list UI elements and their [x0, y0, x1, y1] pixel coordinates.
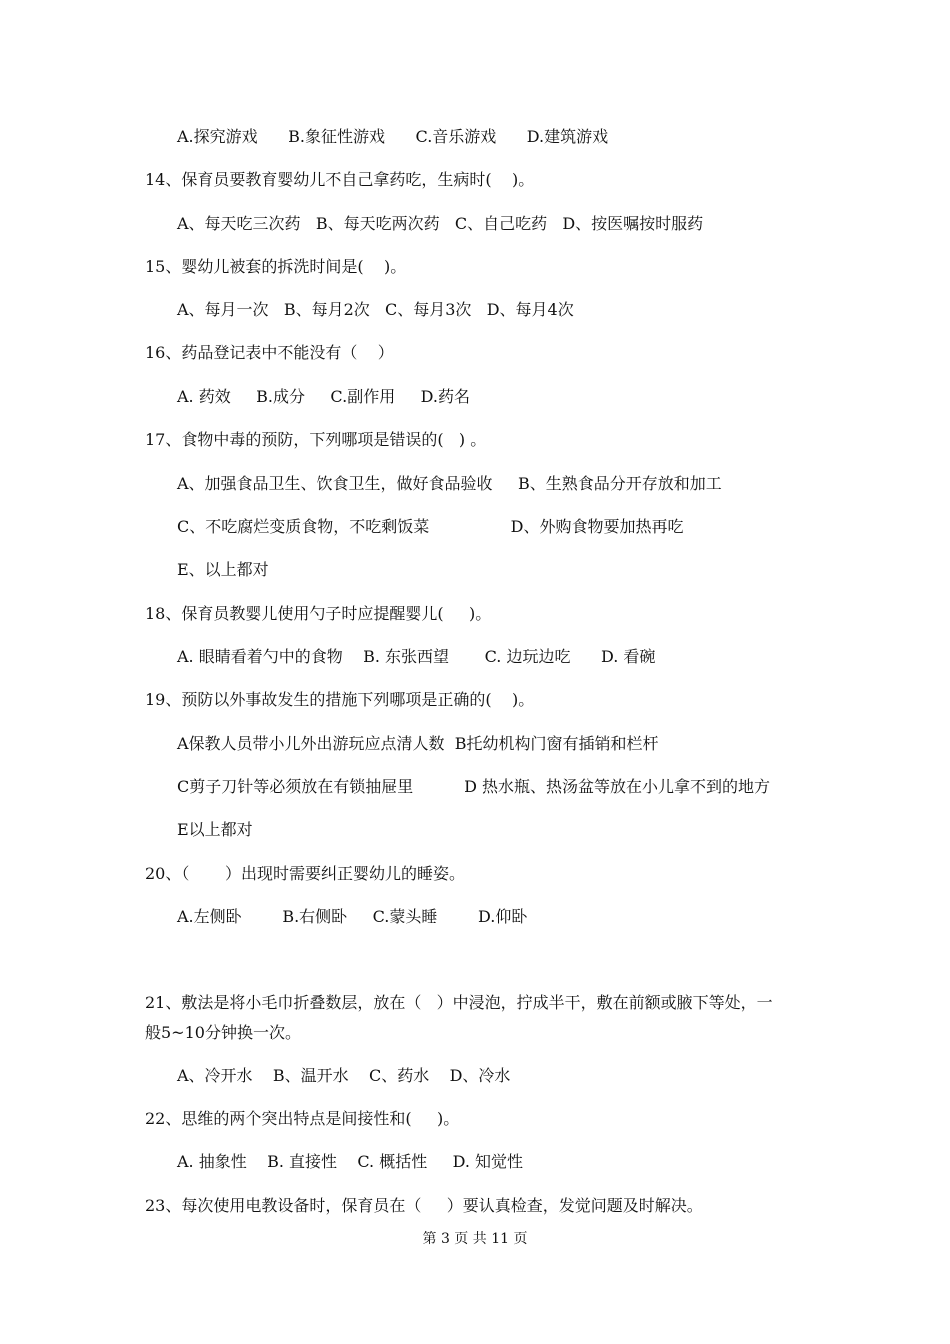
- question-21-options: A、冷开水 B、温开水 C、药水 D、冷水: [177, 1066, 511, 1085]
- question-19-options-ab: A保教人员带小儿外出游玩应点清人数 B托幼机构门窗有插销和栏杆: [177, 734, 659, 753]
- question-18-stem: 18、保育员教婴儿使用勺子时应提醒婴儿( )。: [145, 604, 492, 623]
- question-20-options: A.左侧卧 B.右侧卧 C.蒙头睡 D.仰卧: [177, 907, 528, 926]
- question-21-stem-line2: 般5~10分钟换一次。: [145, 1023, 301, 1042]
- question-15-options: A、每月一次 B、每月2次 C、每月3次 D、每月4次: [177, 300, 574, 319]
- question-16-stem: 16、药品登记表中不能没有（ ）: [145, 343, 394, 362]
- question-17-options-ab: A、加强食品卫生、饮食卫生，做好食品验收 B、生熟食品分开存放和加工: [177, 474, 722, 493]
- question-23-stem: 23、每次使用电教设备时，保育员在（ ）要认真检查，发觉问题及时解决。: [145, 1196, 703, 1215]
- question-17-options-cd: C、不吃腐烂变质食物，不吃剩饭菜 D、外购食物要加热再吃: [177, 517, 684, 536]
- question-21-stem-line1: 21、敷法是将小毛巾折叠数层，放在（ ）中浸泡，拧成半干，敷在前额或腋下等处，一: [145, 993, 773, 1012]
- question-13-options: A.探究游戏 B.象征性游戏 C.音乐游戏 D.建筑游戏: [177, 127, 609, 146]
- question-22-stem: 22、思维的两个突出特点是间接性和( )。: [145, 1109, 460, 1128]
- question-16-options: A. 药效 B.成分 C.副作用 D.药名: [177, 387, 470, 406]
- question-17-stem: 17、食物中毒的预防，下列哪项是错误的( ) 。: [145, 430, 487, 449]
- question-14-options: A、每天吃三次药 B、每天吃两次药 C、自己吃药 D、按医嘱按时服药: [177, 214, 704, 233]
- question-19-option-e: E以上都对: [177, 820, 253, 839]
- question-15-stem: 15、婴幼儿被套的拆洗时间是( )。: [145, 257, 407, 276]
- question-17-option-e: E、以上都对: [177, 560, 269, 579]
- question-14-stem: 14、保育员要教育婴幼儿不自己拿药吃，生病时( )。: [145, 170, 535, 189]
- question-18-options: A. 眼睛看着勺中的食物 B. 东张西望 C. 边玩边吃 D. 看碗: [177, 647, 656, 666]
- question-20-stem: 20、（ ）出现时需要纠正婴幼儿的睡姿。: [145, 864, 465, 883]
- page-footer: 第 3 页 共 11 页: [422, 1231, 528, 1247]
- question-22-options: A. 抽象性 B. 直接性 C. 概括性 D. 知觉性: [177, 1152, 524, 1171]
- question-19-options-cd: C剪子刀针等必须放在有锁抽屉里 D 热水瓶、热汤盆等放在小儿拿不到的地方: [177, 777, 771, 796]
- question-19-stem: 19、预防以外事故发生的措施下列哪项是正确的( )。: [145, 690, 535, 709]
